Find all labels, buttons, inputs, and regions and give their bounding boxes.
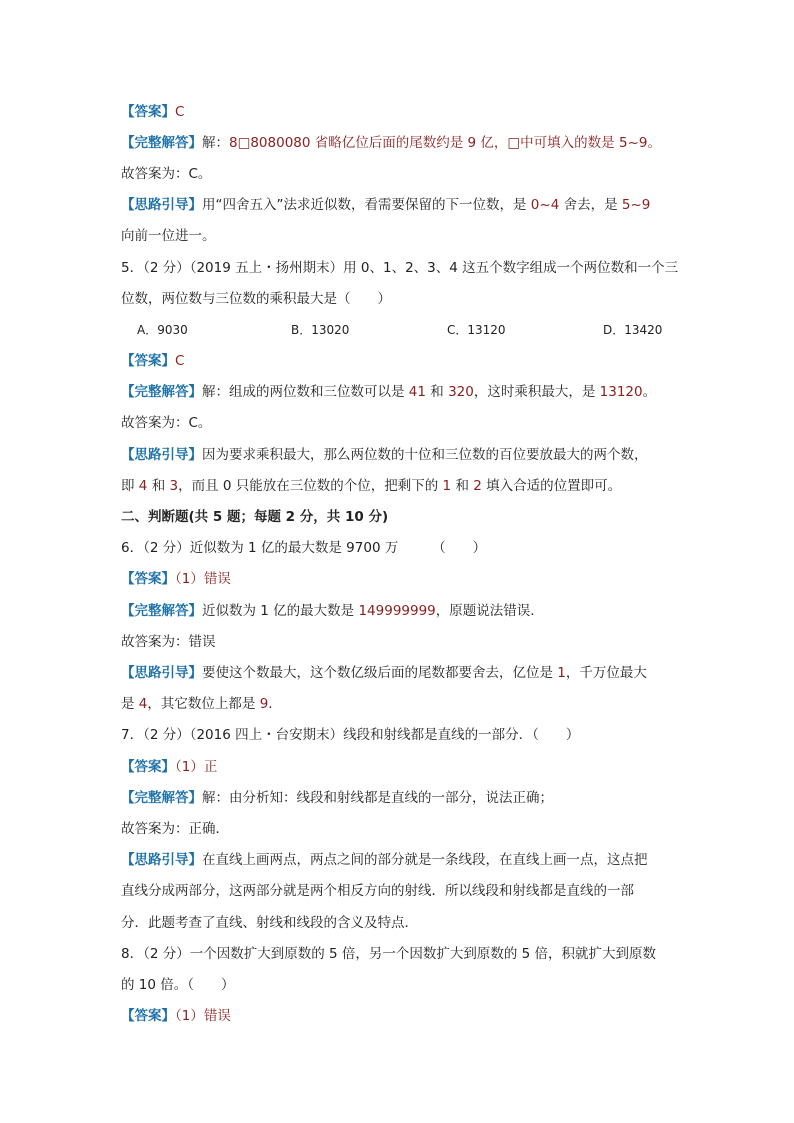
q8-answer-line xyxy=(121,1006,231,1026)
hint-text: 0~4 xyxy=(530,197,560,213)
solution-text: 149999999 xyxy=(358,603,436,619)
solution-text: 。 xyxy=(642,384,657,400)
solution-text: 解：由分析知：线段和射线都是直线的一部分，说法正确； xyxy=(202,790,553,806)
hint-text: 即 xyxy=(121,478,135,494)
hint-text: 1 xyxy=(557,665,566,681)
answer-label: 【答案】 xyxy=(121,353,175,369)
hint-label: 【思路引导】 xyxy=(121,852,202,868)
hint-text: 9 xyxy=(259,696,269,712)
solution-text: 8□8080080 省略亿位后面的尾数约是 9 亿，□中可填入的数是 5~9。 xyxy=(229,135,661,151)
q7-solution-line xyxy=(121,788,553,808)
q7-hint-line3: 分．此题考查了直线、射线和线段的含义及特点． xyxy=(121,915,418,931)
q6-hint-line xyxy=(121,663,647,683)
hint-text: ，千万位最大 xyxy=(565,665,647,681)
solution-text: 和 xyxy=(430,384,444,400)
answer-value: C xyxy=(175,353,185,369)
hint-text: 4 xyxy=(138,696,148,712)
q7-therefore: 故答案为：正确． xyxy=(121,821,229,837)
hint-text: 因为要求乘积最大，那么两位数的十位和三位数的百位要放最大的两个数， xyxy=(202,447,648,463)
hint-label: 【思路引导】 xyxy=(121,447,202,463)
solution-text: 近似数为 1 亿的最大数是 xyxy=(202,603,355,619)
solution-label: 【完整解答】 xyxy=(121,603,202,619)
hint-text: 3 xyxy=(169,478,179,494)
hint-text: 在直线上画两点，两点之间的部分就是一条线段，在直线上画一点，这点把 xyxy=(202,852,648,868)
solution-text: ，原题说法错误. xyxy=(435,603,535,619)
q7-hint-line xyxy=(121,850,648,870)
hint-label: 【思路引导】 xyxy=(121,197,202,213)
q7-stem: 7．（2 分）（2016 四上・台安期末）线段和射线都是直线的一部分．（ ） xyxy=(121,727,580,743)
solution-text: 解： xyxy=(202,135,229,151)
q5-hint-line2 xyxy=(121,476,621,496)
section-heading: 二、判断题(共 5 题；每题 2 分，共 10 分) xyxy=(121,509,389,525)
answer-value: C xyxy=(175,104,185,120)
hint-text: 用“四舍五入”法求近似数，看需要保留的下一位数，是 xyxy=(202,197,527,213)
hint-label: 【思路引导】 xyxy=(121,665,202,681)
solution-text: ，这时乘积最大，是 xyxy=(473,384,596,400)
hint-text: 和 xyxy=(151,478,166,494)
solution-text: 320 xyxy=(448,384,474,400)
solution-text: 41 xyxy=(408,384,426,400)
option-a: A．9030 xyxy=(137,323,188,337)
q4-therefore: 故答案为：C。 xyxy=(121,166,212,182)
q4-hint-line xyxy=(121,195,650,215)
hint-text: 2 xyxy=(473,478,482,494)
answer-label: 【答案】 xyxy=(121,759,175,775)
hint-text: 4 xyxy=(138,478,148,494)
q5-answer-line xyxy=(121,351,184,371)
hint-text: 是 xyxy=(121,696,135,712)
q7-hint-line2: 直线分成两部分，这两部分就是两个相反方向的射线．所以线段和射线都是直线的一部 xyxy=(121,883,634,899)
hint-text: 和 xyxy=(455,478,469,494)
q5-therefore: 故答案为：C。 xyxy=(121,415,212,431)
hint-text: ，而且 0 只能放在三位数的个位，把剩下的 xyxy=(178,478,439,494)
hint-text: ，其它数位上都是 xyxy=(147,696,256,712)
q7-answer-line xyxy=(121,757,217,777)
q5-hint-line xyxy=(121,445,648,465)
q6-solution-line xyxy=(121,601,535,621)
q6-therefore: 故答案为：错误 xyxy=(121,634,216,650)
answer-label: 【答案】 xyxy=(121,571,175,587)
q5-stem-line2: 位数，两位数与三位数的乘积最大是（ ） xyxy=(121,291,391,307)
q5-solution-line xyxy=(121,382,656,402)
option-d: D．13420 xyxy=(603,323,663,337)
hint-text: 5~9 xyxy=(621,197,651,213)
hint-text: . xyxy=(268,696,273,712)
q6-answer-line xyxy=(121,569,231,589)
answer-value: （1）错误 xyxy=(175,571,231,587)
q5-stem-line1: 5．（2 分）（2019 五上・扬州期末）用 0、1、2、3、4 这五个数字组成一个两位数和一个三 xyxy=(121,260,679,276)
solution-label: 【完整解答】 xyxy=(121,384,202,400)
answer-value: （1）错误 xyxy=(175,1008,231,1024)
q8-stem-line2: 的 10 倍。（ ） xyxy=(121,977,235,993)
answer-label: 【答案】 xyxy=(121,1008,175,1024)
q6-stem: 6．（2 分）近似数为 1 亿的最大数是 9700 万 （ ） xyxy=(121,540,487,556)
hint-text: 舍去，是 xyxy=(563,197,618,213)
answer-value: （1）正 xyxy=(175,759,218,775)
option-b: B．13020 xyxy=(291,323,350,337)
solution-label: 【完整解答】 xyxy=(121,135,202,151)
answer-label: 【答案】 xyxy=(121,104,175,120)
q8-stem-line1: 8．（2 分）一个因数扩大到原数的 5 倍，另一个因数扩大到原数的 5 倍，积就扩大到原数 xyxy=(121,946,657,962)
hint-text: 1 xyxy=(442,478,452,494)
q6-hint-line2 xyxy=(121,694,273,714)
solution-text: 解：组成的两位数和三位数可以是 xyxy=(202,384,405,400)
option-c: C．13120 xyxy=(447,323,506,337)
hint-text: 要使这个数最大，这个数亿级后面的尾数都要舍去，亿位是 xyxy=(202,665,553,681)
q4-hint-line2: 向前一位进一。 xyxy=(121,228,216,244)
solution-text: 13120 xyxy=(599,384,643,400)
q4-solution-line xyxy=(121,133,661,153)
solution-label: 【完整解答】 xyxy=(121,790,202,806)
q4-answer-line xyxy=(121,102,184,122)
hint-text: 填入合适的位置即可。 xyxy=(486,478,622,494)
